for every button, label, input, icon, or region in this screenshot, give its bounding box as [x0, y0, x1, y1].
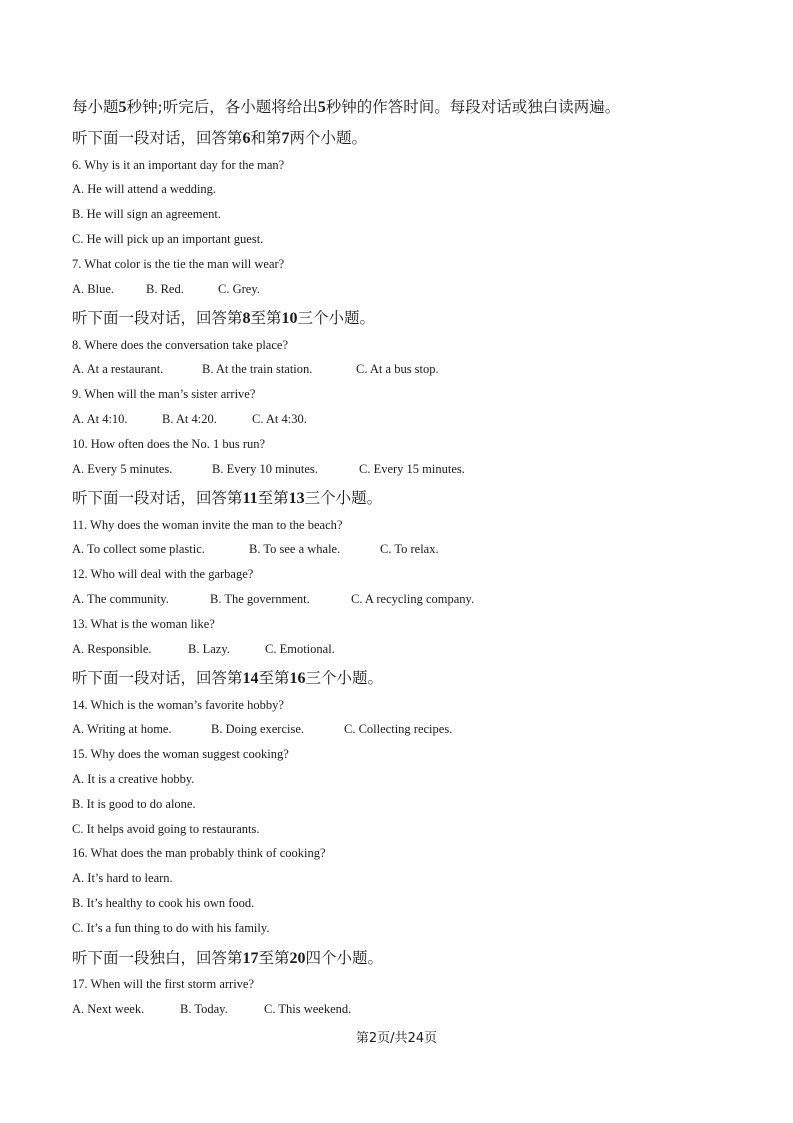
question-text: 8. Where does the conversation take place? — [72, 338, 288, 352]
answer-option[interactable]: A. Every 5 minutes. — [72, 462, 173, 476]
answer-option[interactable]: C. It’s a fun thing to do with his family. — [72, 921, 270, 935]
section-text: 三个小题。 — [304, 489, 383, 507]
answer-option[interactable]: C. Collecting recipes. — [344, 722, 453, 736]
answer-option[interactable]: C. He will pick up an important guest. — [72, 232, 264, 246]
answer-option[interactable]: A. At a restaurant. — [72, 362, 164, 376]
section-text: 至第 — [257, 489, 289, 507]
answer-option[interactable]: B. Today. — [180, 1002, 228, 1016]
section-text: 两个小题。 — [289, 129, 368, 147]
answer-row — [72, 362, 439, 377]
answer-option[interactable]: A. Writing at home. — [72, 722, 172, 736]
section-heading — [72, 486, 382, 508]
intro-text: 秒钟;听完后，各小题将给出 — [126, 98, 318, 116]
answer-option[interactable]: B. He will sign an agreement. — [72, 207, 221, 221]
answer-option[interactable]: B. Every 10 minutes. — [212, 462, 318, 476]
answer-row — [72, 542, 439, 557]
section-number: 17 — [242, 950, 259, 967]
page-footer — [0, 1027, 793, 1046]
section-text: 听下面一段对话，回答第 — [72, 309, 243, 327]
section-heading — [72, 126, 367, 148]
section-number: 8 — [242, 310, 251, 327]
answer-option[interactable]: B. Doing exercise. — [211, 722, 305, 736]
section-number: 11 — [242, 490, 258, 507]
question-text: 17. When will the first storm arrive? — [72, 977, 255, 991]
question-text: 11. Why does the woman invite the man to the beach? — [72, 518, 343, 532]
intro-number: 5 — [118, 99, 127, 116]
intro-number: 5 — [317, 99, 326, 116]
section-text: 听下面一段对话，回答第 — [72, 669, 243, 687]
question-text: 15. Why does the woman suggest cooking? — [72, 747, 289, 761]
footer-text: 第 — [355, 1031, 369, 1046]
section-text: 听下面一段对话，回答第 — [72, 129, 243, 147]
question-text: 16. What does the man probably think of cooking? — [72, 846, 326, 860]
page-number: 2 — [368, 1031, 378, 1046]
answer-option[interactable]: B. At 4:20. — [162, 412, 217, 426]
answer-option[interactable]: B. It is good to do alone. — [72, 797, 196, 811]
answer-row — [72, 642, 335, 657]
section-number: 16 — [289, 670, 306, 687]
answer-option[interactable]: C. To relax. — [380, 542, 439, 556]
answer-option[interactable]: B. The government. — [210, 592, 310, 606]
answer-option[interactable]: B. It’s healthy to cook his own food. — [72, 896, 255, 910]
answer-option[interactable]: A. Blue. — [72, 282, 115, 296]
section-number: 20 — [289, 950, 306, 967]
section-text: 三个小题。 — [297, 309, 376, 327]
question-text: 7. What color is the tie the man will wear? — [72, 257, 285, 271]
footer-text: 页 — [424, 1031, 438, 1046]
answer-row — [72, 412, 307, 427]
intro-text: 秒钟的作答时间。每段对话或独白读两遍。 — [325, 98, 621, 116]
answer-option[interactable]: A. At 4:10. — [72, 412, 128, 426]
footer-text: 页/共 — [377, 1031, 408, 1046]
answer-option[interactable]: B. Lazy. — [188, 642, 230, 656]
answer-row — [72, 462, 465, 477]
answer-option[interactable]: A. To collect some plastic. — [72, 542, 205, 556]
question-text: 14. Which is the woman’s favorite hobby? — [72, 698, 284, 712]
answer-option[interactable]: A. Responsible. — [72, 642, 152, 656]
answer-option[interactable]: A. Next week. — [72, 1002, 145, 1016]
section-heading — [72, 946, 383, 968]
answer-row — [72, 282, 260, 297]
section-text: 三个小题。 — [305, 669, 384, 687]
section-text: 听下面一段独白，回答第 — [72, 949, 243, 967]
answer-option[interactable]: A. He will attend a wedding. — [72, 182, 217, 196]
answer-option[interactable]: C. Grey. — [218, 282, 260, 296]
question-text: 12. Who will deal with the garbage? — [72, 567, 254, 581]
answer-option[interactable]: C. At 4:30. — [252, 412, 307, 426]
question-text: 10. How often does the No. 1 bus run? — [72, 437, 266, 451]
answer-option[interactable]: C. At a bus stop. — [356, 362, 439, 376]
section-number: 6 — [242, 130, 251, 147]
answer-option[interactable]: B. To see a whale. — [249, 542, 341, 556]
answer-option[interactable]: B. At the train station. — [202, 362, 313, 376]
answer-row — [72, 1002, 351, 1017]
answer-option[interactable]: C. It helps avoid going to restaurants. — [72, 822, 260, 836]
section-text: 至第 — [258, 669, 290, 687]
answer-option[interactable]: A. It is a creative hobby. — [72, 772, 195, 786]
answer-option[interactable]: C. Emotional. — [265, 642, 335, 656]
section-text: 和第 — [250, 129, 282, 147]
section-number: 7 — [281, 130, 290, 147]
section-number: 13 — [288, 490, 305, 507]
question-text: 6. Why is it an important day for the man? — [72, 158, 285, 172]
answer-option[interactable]: A. The community. — [72, 592, 169, 606]
question-text: 9. When will the man’s sister arrive? — [72, 387, 256, 401]
section-text: 至第 — [250, 309, 282, 327]
answer-row — [72, 722, 452, 737]
total-pages: 24 — [407, 1031, 425, 1046]
answer-row — [72, 592, 474, 607]
instruction-line — [72, 95, 620, 117]
answer-option[interactable]: A. It’s hard to learn. — [72, 871, 173, 885]
section-heading — [72, 306, 375, 328]
section-number: 10 — [281, 310, 298, 327]
intro-text: 每小题 — [72, 98, 119, 116]
answer-option[interactable]: C. This weekend. — [264, 1002, 352, 1016]
answer-option[interactable]: C. Every 15 minutes. — [359, 462, 465, 476]
section-text: 四个小题。 — [305, 949, 384, 967]
section-number: 14 — [242, 670, 259, 687]
answer-option[interactable]: C. A recycling company. — [351, 592, 475, 606]
section-heading — [72, 666, 383, 688]
question-text: 13. What is the woman like? — [72, 617, 215, 631]
section-text: 至第 — [258, 949, 290, 967]
answer-option[interactable]: B. Red. — [146, 282, 184, 296]
section-text: 听下面一段对话，回答第 — [72, 489, 243, 507]
